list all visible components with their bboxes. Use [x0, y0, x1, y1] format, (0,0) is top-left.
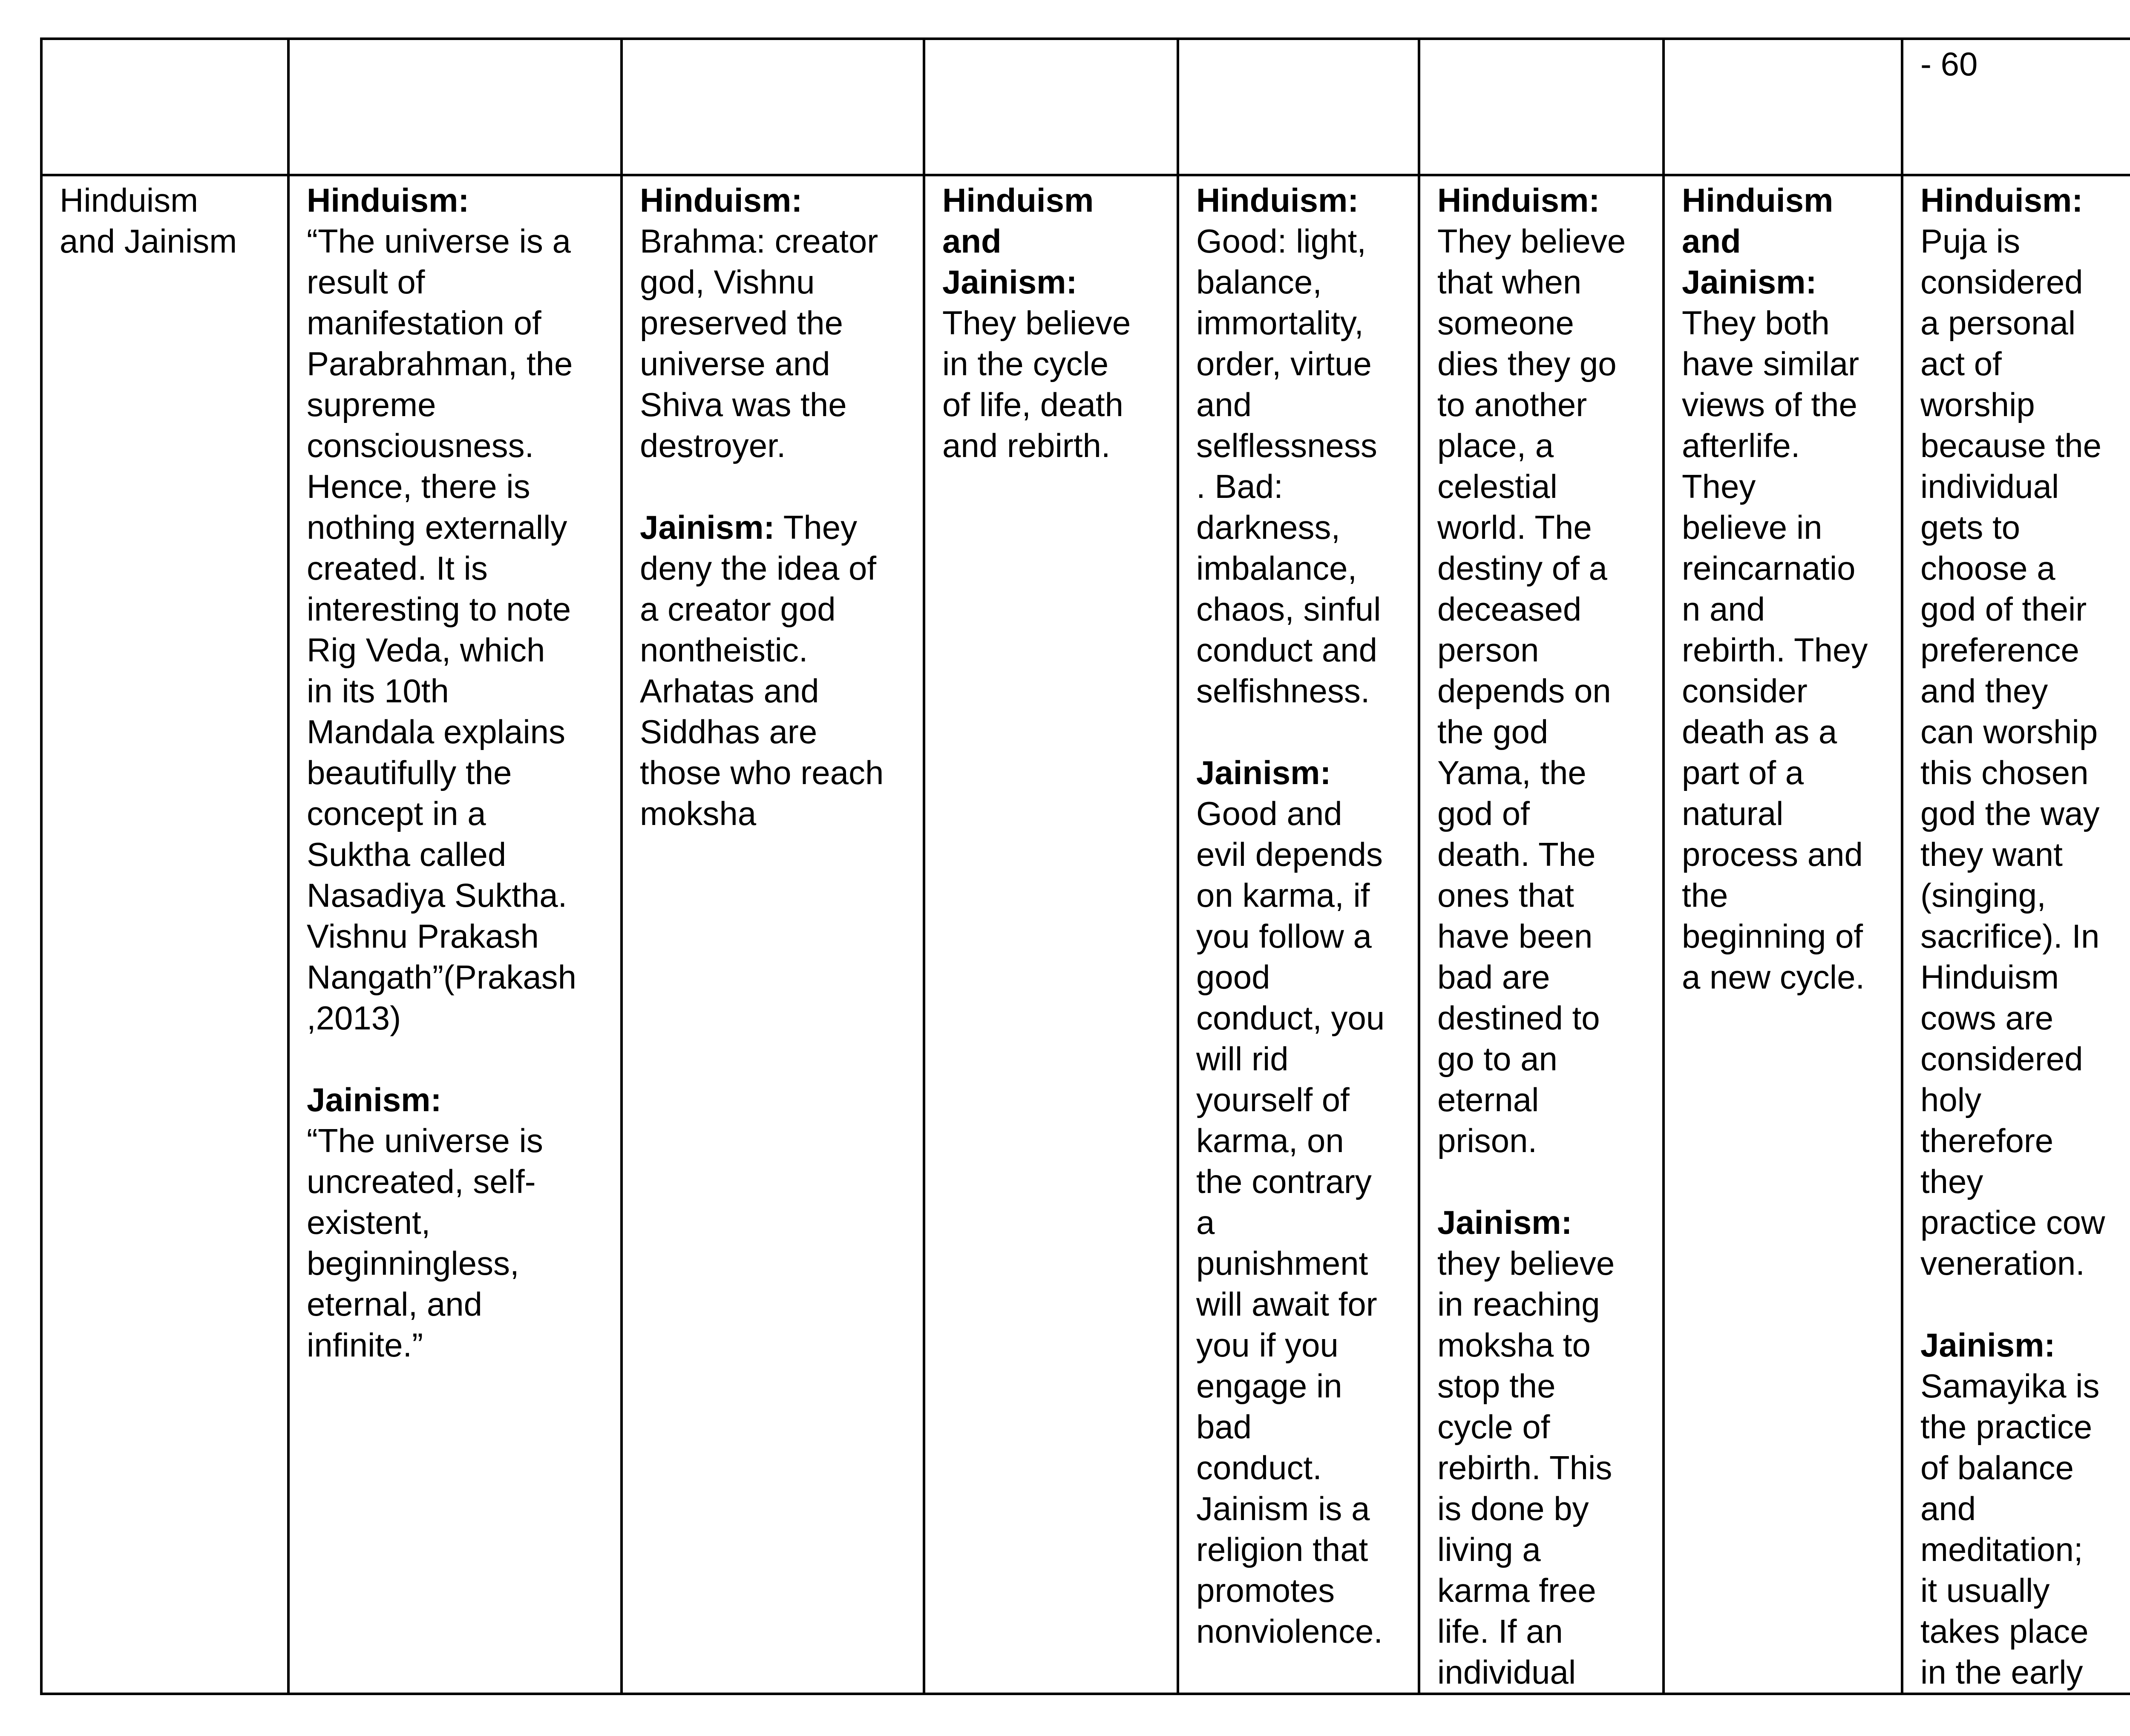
hinduism-gods-text: Brahma: creator god, Vishnu preserved the universe and Shiva was the destroyer. [640, 222, 878, 464]
jainism-good-evil-text: Good and evil depends on karma, if you follow a good conduct, you will rid yourself of karma, on the contrary a punishment will await for you if you engage in bad conduct. Jainism is a religion that promotes nonviolence. [1196, 795, 1385, 1650]
cell-gods [622, 175, 924, 1694]
jainism-universe-text: “The universe is uncreated, self- existent, beginningless, eternal, and infinite.” [307, 1122, 543, 1364]
category-label: Hinduism and Jainism [60, 181, 237, 260]
hinduism-and-jainism-label: Hinduism and Jainism: [1682, 181, 1834, 301]
table-cell [622, 39, 924, 175]
paragraph-gap [1920, 1284, 2121, 1325]
cell-religion-category [41, 175, 288, 1694]
afterlife-text: They both have similar views of the afterlife. They believe in reincarnatio n and rebirth. They consider death as a part of a natural process and the beginning of a new cycle. [1682, 304, 1868, 996]
life-cycle-text: They believe in the cycle of life, death and rebirth. [942, 304, 1131, 464]
comparison-table [40, 37, 2130, 1695]
table-cell [924, 39, 1178, 175]
cell-afterlife [1664, 175, 1902, 1694]
table-cell [1419, 39, 1664, 175]
jainism-label: Jainism: [1920, 1326, 2055, 1364]
table-cell [1178, 39, 1419, 175]
table-row-hinduism-jainism [41, 175, 2130, 1694]
cell-worship [1902, 175, 2130, 1694]
table-cell [288, 39, 622, 175]
paragraph-gap [640, 466, 906, 507]
table-row-continuation [41, 39, 2130, 175]
paragraph-gap [1196, 711, 1401, 752]
hinduism-and-jainism-label: Hinduism and Jainism: [942, 181, 1094, 301]
table-cell [1664, 39, 1902, 175]
cell-good-evil [1178, 175, 1419, 1694]
cell-life-cycle [924, 175, 1178, 1694]
hinduism-label: Hinduism: [1920, 181, 2083, 219]
hinduism-universe-text: “The universe is a result of manifestation of Parabrahman, the supreme consciousness. Hence, there is nothing externally created. It is interesting to note Rig Veda, which in its 10th Mandala explains beautifully the concept in a Suktha called Nasadiya Suktha. Vishnu Prakash Nangath”(Prakash ,2013) [307, 222, 576, 1037]
jainism-label: Jainism: [640, 509, 775, 546]
paragraph-gap [1437, 1161, 1645, 1202]
table-cell [41, 39, 288, 175]
hinduism-label: Hinduism: [640, 181, 803, 219]
hinduism-label: Hinduism: [1196, 181, 1359, 219]
hinduism-worship-text: Puja is considered a personal act of worship because the individual gets to choose a god of their preference and they can worship this chosen god the way they want (singing, sacrifice). In Hinduism cows are considered holy therefore they practice cow veneration. [1920, 222, 2105, 1282]
jainism-label: Jainism: [307, 1081, 442, 1118]
jainism-death-text: they believe in reaching moksha to stop the cycle of rebirth. This is done by living a karma free life. If an individual [1437, 1245, 1615, 1691]
hinduism-death-text: They believe that when someone dies they go to another place, a celestial world. The destiny of a deceased person depends on the god Yama, the god of death. The ones that have been bad are destined to go to an eternal prison. [1437, 222, 1626, 1159]
hinduism-label: Hinduism: [1437, 181, 1600, 219]
jainism-label: Jainism: [1196, 754, 1331, 791]
jainism-worship-text: Samayika is the practice of balance and meditation; it usually takes place in the early [1920, 1367, 2100, 1691]
cell-universe [288, 175, 622, 1694]
hinduism-label: Hinduism: [307, 181, 469, 219]
page-number: - 60 [1920, 45, 1978, 83]
jainism-label: Jainism: [1437, 1204, 1572, 1241]
cell-death [1419, 175, 1664, 1694]
jainism-gods-text: They deny the idea of a creator god nontheistic. Arhatas and Siddhas are those who reach moksha [640, 509, 884, 832]
table-cell [1902, 39, 2130, 175]
paragraph-gap [307, 1038, 603, 1079]
hinduism-good-evil-text: Good: light, balance, immortality, order, virtue and selflessness . Bad: darkness, imbalance, chaos, sinful conduct and selfishness. [1196, 222, 1381, 710]
